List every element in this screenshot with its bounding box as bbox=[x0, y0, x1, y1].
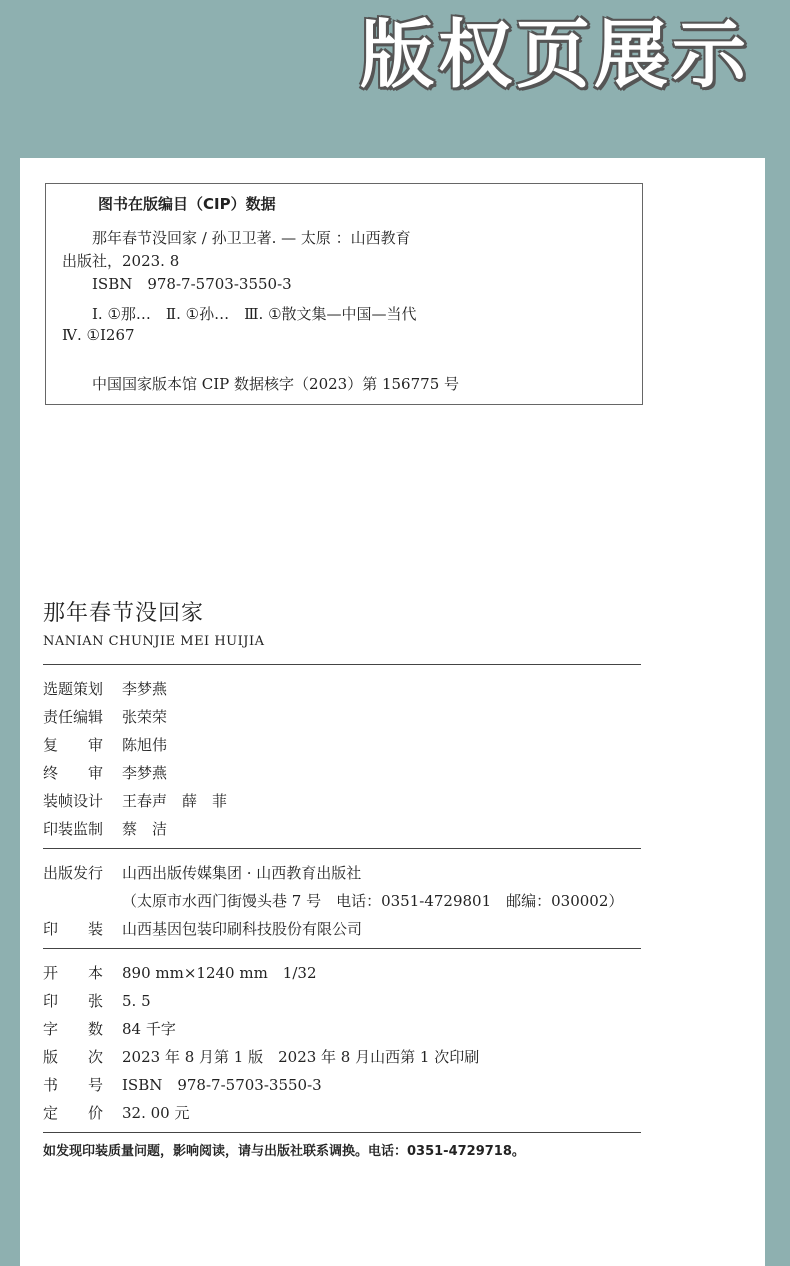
cip-line-class-number: Ⅳ. ①I267 bbox=[62, 326, 135, 344]
staff-row: 装帧设计 王春声 薛 菲 bbox=[43, 792, 228, 810]
cip-line-title: 那年春节没回家 / 孙卫卫著. — 太原 ：山西教育 bbox=[92, 229, 411, 247]
cip-line-verification: 中国国家版本馆 CIP 数据核字（2023）第 156775 号 bbox=[92, 375, 460, 393]
banner-title: 版权页展示 bbox=[360, 12, 750, 98]
publish-row: 印 装 山西基因包装印刷科技股份有限公司 bbox=[43, 920, 363, 938]
divider bbox=[43, 664, 641, 665]
staff-row: 复 审 陈旭伟 bbox=[43, 736, 168, 754]
divider bbox=[43, 948, 641, 949]
publish-row: 出版发行 山西出版传媒集团 · 山西教育出版社 bbox=[43, 864, 362, 882]
staff-row: 印装监制 蔡 洁 bbox=[43, 820, 168, 838]
cip-line-publisher: 出版社，2023. 8 bbox=[62, 252, 180, 270]
spec-row: 版 次 2023 年 8 月第 1 版 2023 年 8 月山西第 1 次印刷 bbox=[43, 1048, 480, 1066]
spec-row: 书 号 ISBN 978-7-5703-3550-3 bbox=[43, 1076, 322, 1094]
copyright-page bbox=[20, 158, 765, 1266]
divider bbox=[43, 1132, 641, 1133]
quality-contact-note: 如发现印装质量问题，影响阅读，请与出版社联系调换。电话：0351-4729718。 bbox=[43, 1144, 525, 1159]
spec-row: 开 本 890 mm×1240 mm 1/32 bbox=[43, 964, 317, 982]
staff-row: 责任编辑 张荣荣 bbox=[43, 708, 168, 726]
book-title: 那年春节没回家 bbox=[43, 601, 205, 626]
spec-row: 定 价 32. 00 元 bbox=[43, 1104, 190, 1122]
cip-line-classification: Ⅰ. ①那… Ⅱ. ①孙… Ⅲ. ①散文集—中国—当代 bbox=[92, 305, 417, 323]
staff-row: 终 审 李梦燕 bbox=[43, 764, 168, 782]
publish-address-row: （太原市水西门街馒头巷 7 号 电话：0351-4729801 邮编：030002） bbox=[122, 892, 624, 910]
cip-heading: 图书在版编目（CIP）数据 bbox=[98, 195, 276, 213]
divider bbox=[43, 848, 641, 849]
spec-row: 印 张 5. 5 bbox=[43, 992, 151, 1010]
cip-data-box bbox=[45, 183, 643, 405]
spec-row: 字 数 84 千字 bbox=[43, 1020, 176, 1038]
book-title-pinyin: NANIAN CHUNJIE MEI HUIJIA bbox=[43, 634, 265, 649]
cip-line-isbn: ISBN 978-7-5703-3550-3 bbox=[92, 275, 292, 293]
staff-row: 选题策划 李梦燕 bbox=[43, 680, 168, 698]
